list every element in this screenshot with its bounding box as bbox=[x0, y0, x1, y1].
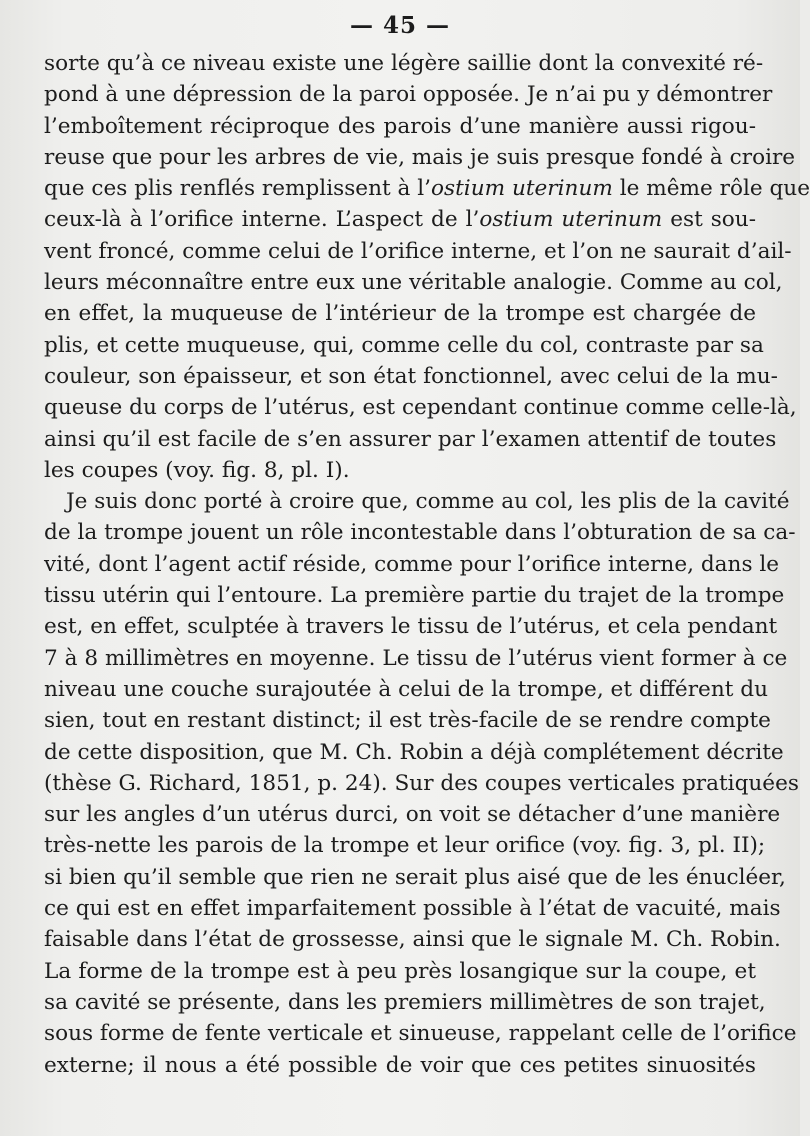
text-line bbox=[44, 549, 780, 580]
italic-text: ostium uterinum bbox=[431, 176, 613, 202]
text-run: sorte qu’à ce niveau existe une légère saillie dont la convexité ré- bbox=[44, 51, 764, 76]
paragraph bbox=[44, 486, 799, 1081]
text-run: Je suis donc porté à croire que, comme au col, les plis de la cavité bbox=[66, 489, 790, 515]
text-run: couleur, son épaisseur, et son état fonctionnel, avec celui de la mu- bbox=[44, 363, 778, 389]
body-text bbox=[44, 48, 810, 1081]
text-run: très-nette les parois de la trompe et leur orifice (voy. fig. 3, pl. II); bbox=[44, 833, 766, 859]
text-line bbox=[44, 173, 810, 204]
paragraph bbox=[44, 48, 810, 486]
text-line bbox=[44, 1050, 756, 1081]
text-run: vité, dont l’agent actif réside, comme pour l’orifice interne, dans le bbox=[44, 551, 780, 577]
text-run: reuse que pour les arbres de vie, mais je suis presque fondé à croire bbox=[44, 144, 796, 170]
text-run: si bien qu’il semble que rien ne serait plus aisé que de les énucléer, bbox=[44, 864, 786, 890]
text-line bbox=[44, 204, 756, 235]
text-run: 7 à 8 millimètres en moyenne. Le tissu de l’utérus vient former à ce bbox=[44, 645, 788, 671]
text-line bbox=[44, 392, 797, 423]
text-run: tissu utérin qui l’entoure. La première partie du trajet de la trompe bbox=[44, 583, 785, 609]
text-line bbox=[44, 705, 771, 736]
text-line bbox=[44, 142, 796, 173]
text-line bbox=[44, 79, 773, 110]
text-line bbox=[44, 298, 756, 329]
text-run: les coupes (voy. fig. 8, pl. I). bbox=[44, 457, 350, 483]
text-run: niveau une couche surajoutée à celui de la trompe, et différent du bbox=[44, 676, 768, 702]
text-run: faisable dans l’état de grossesse, ainsi que le signale M. Ch. Robin. bbox=[44, 927, 781, 953]
text-run: La forme de la trompe est à peu près losangique sur la coupe, et bbox=[44, 958, 756, 984]
text-run: est sou- bbox=[662, 207, 757, 233]
text-line bbox=[44, 768, 799, 799]
text-line bbox=[44, 517, 796, 548]
text-run: (thèse G. Richard, 1851, p. 24). Sur des coupes verticales pratiquées bbox=[44, 770, 799, 796]
text-line bbox=[44, 611, 778, 642]
text-line bbox=[44, 111, 756, 142]
text-run: pond à une dépression de la paroi opposée. Je n’ai pu y démontrer bbox=[44, 82, 773, 108]
text-line bbox=[44, 48, 764, 79]
text-line bbox=[44, 799, 781, 830]
text-run: ce qui est en effet imparfaitement possible à l’état de vacuité, mais bbox=[44, 896, 781, 922]
text-line bbox=[44, 455, 756, 486]
text-line bbox=[44, 862, 786, 893]
text-line bbox=[44, 674, 768, 705]
text-run: en effet, la muqueuse de l’intérieur de la trompe est chargée de bbox=[44, 301, 756, 327]
text-run: ceux-là à l’orifice interne. L’aspect de l’ bbox=[44, 207, 480, 233]
text-run: sous forme de fente verticale et sinueuse, rappelant celle de l’orifice bbox=[44, 1021, 797, 1047]
text-run: leurs méconnaître entre eux une véritable analogie. Comme au col, bbox=[44, 270, 783, 296]
text-run: plis, et cette muqueuse, qui, comme celle du col, contraste par sa bbox=[44, 332, 764, 358]
italic-text: ostium uterinum bbox=[479, 207, 663, 233]
text-line bbox=[44, 580, 785, 611]
text-line bbox=[44, 330, 764, 361]
text-line bbox=[44, 486, 790, 517]
text-line bbox=[44, 956, 756, 987]
text-run: que ces plis renflés remplissent à l’ bbox=[44, 176, 432, 202]
text-line bbox=[44, 737, 784, 768]
page-number: — 45 — bbox=[349, 12, 451, 39]
text-run: le même rôle que bbox=[612, 176, 810, 202]
text-run: sien, tout en restant distinct; il est très-facile de se rendre compte bbox=[44, 708, 771, 734]
text-run: ainsi qu’il est facile de s’en assurer par l’examen attentif de toutes bbox=[44, 426, 777, 452]
text-run: vent froncé, comme celui de l’orifice interne, et l’on ne saurait d’ail- bbox=[44, 238, 792, 264]
text-run: de cette disposition, que M. Ch. Robin a déjà complétement décrite bbox=[44, 739, 784, 765]
text-line bbox=[44, 267, 783, 298]
text-line bbox=[44, 361, 778, 392]
text-line bbox=[44, 987, 766, 1018]
text-line bbox=[44, 236, 792, 267]
text-line bbox=[44, 424, 777, 455]
text-run: est, en effet, sculptée à travers le tissu de l’utérus, et cela pendant bbox=[44, 614, 778, 640]
text-run: de la trompe jouent un rôle incontestable dans l’obturation de sa ca- bbox=[44, 520, 796, 546]
text-line bbox=[44, 1018, 797, 1049]
text-run: externe; il nous a été possible de voir que ces petites sinuosités bbox=[44, 1052, 756, 1078]
text-line bbox=[44, 830, 766, 861]
text-run: sa cavité se présente, dans les premiers millimètres de son trajet, bbox=[44, 989, 766, 1015]
text-line bbox=[44, 893, 781, 924]
text-run: l’emboîtement réciproque des parois d’une manière aussi rigou- bbox=[44, 113, 756, 139]
text-line bbox=[44, 924, 781, 955]
text-line bbox=[44, 643, 788, 674]
text-run: queuse du corps de l’utérus, est cependant continue comme celle-là, bbox=[44, 395, 797, 421]
text-run: sur les angles d’un utérus durci, on voit se détacher d’une manière bbox=[44, 802, 781, 828]
